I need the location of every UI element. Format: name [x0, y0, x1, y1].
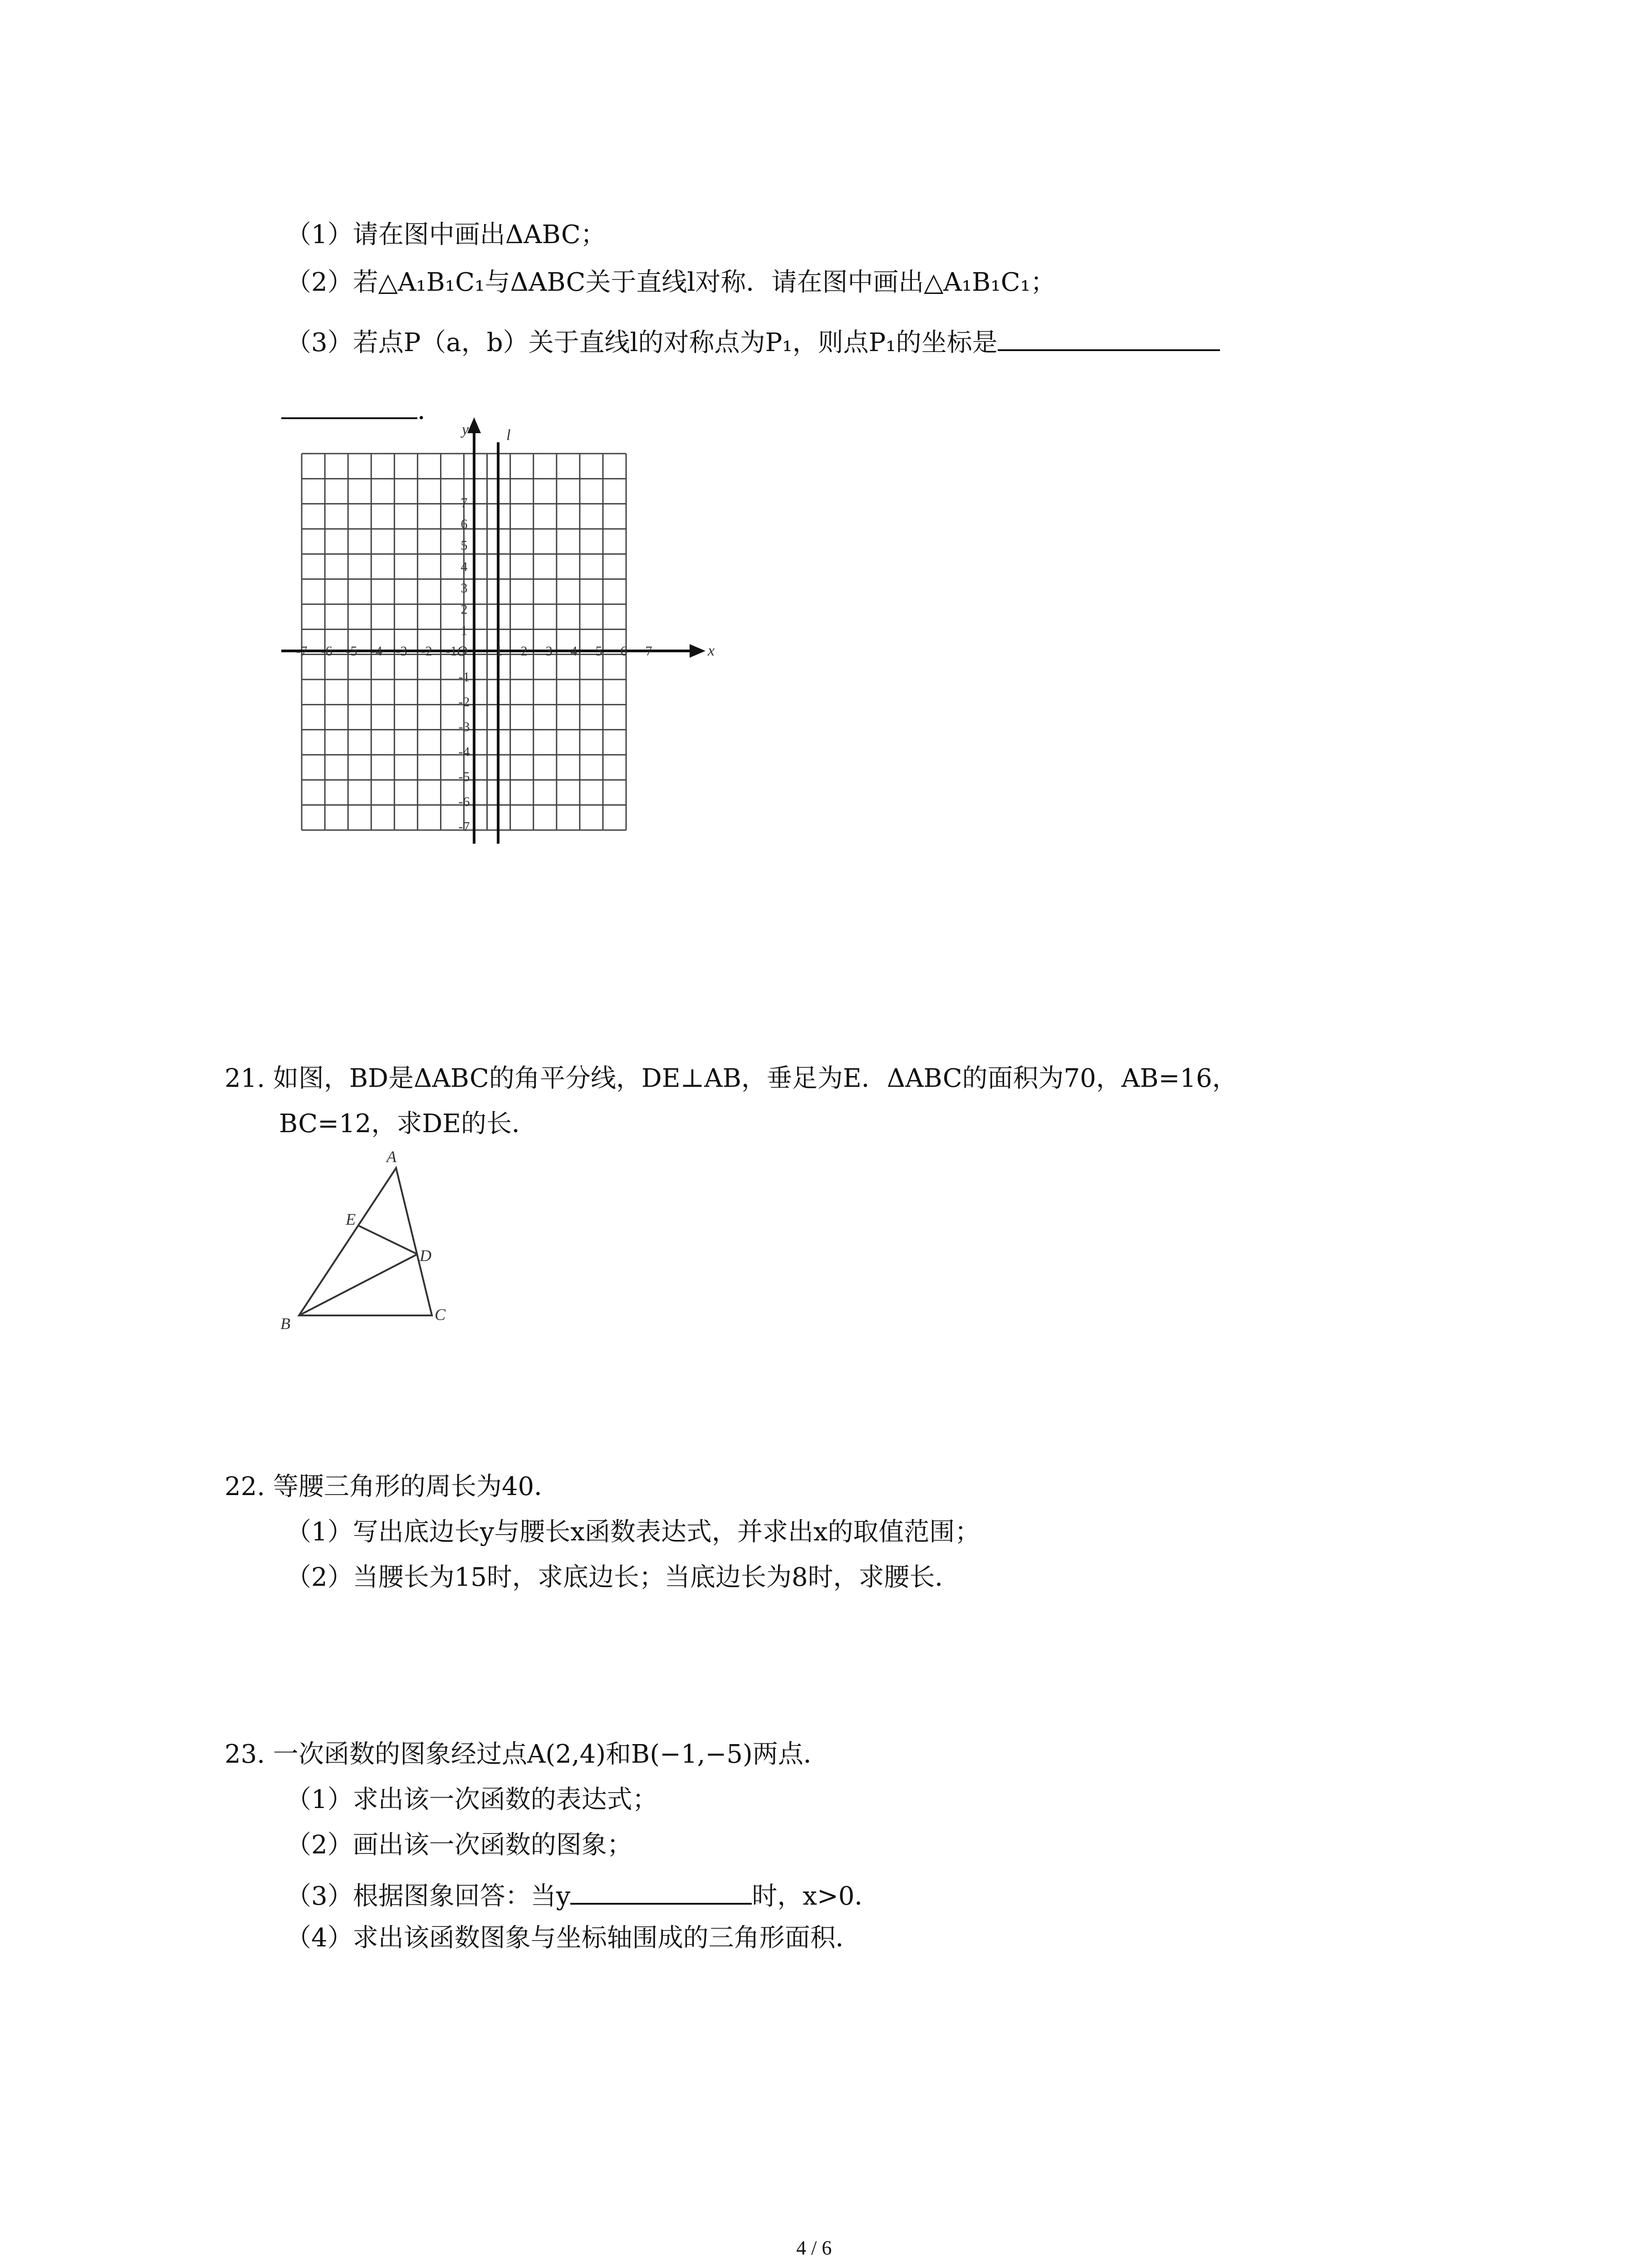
x-tick-label: 4 — [570, 644, 578, 659]
y-tick-label: 5 — [460, 538, 468, 553]
y-tick-label: 6 — [460, 517, 468, 532]
x-tick-label: -3 — [396, 644, 407, 659]
q22-line2: （1）写出底边长y与腰长x函数表达式，并求出x的取值范围； — [286, 1517, 980, 1547]
q21-line1: 21. 如图，BD是ΔABC的角平分线，DE⊥AB，垂足为E．ΔABC的面积为70，AB=16， — [225, 1064, 1238, 1093]
x-tick-label: 3 — [545, 644, 553, 659]
q23-line4 — [286, 1880, 880, 1909]
y-tick-label: 2 — [460, 602, 468, 617]
label-e: E — [346, 1210, 356, 1228]
q23-line4-start: （3）根据图象回答：当y — [286, 1882, 571, 1911]
y-tick-label: -5 — [458, 769, 470, 784]
x-tick-label: -1 — [446, 644, 457, 659]
q20-end-mark: ． — [417, 396, 443, 425]
label-b: B — [280, 1315, 290, 1333]
q20-part3-text: （3）若点P（a，b）关于直线l的对称点为P₁，则点P₁的坐标是 — [286, 328, 998, 357]
y-tick-label: 7 — [460, 495, 468, 510]
x-tick-label: -7 — [296, 644, 308, 659]
y-tick-label: 3 — [460, 581, 468, 596]
y-tick-label: 1 — [460, 623, 468, 638]
label-d: D — [420, 1246, 431, 1265]
q22-line3: （2）当腰长为15时，求底边长；当底边长为8时，求腰长． — [286, 1563, 960, 1592]
y-tick-label: -2 — [458, 694, 470, 709]
q23-line2: （1）求出该一次函数的表达式； — [286, 1785, 658, 1814]
x-tick-label: -4 — [371, 644, 382, 659]
triangle-figure — [268, 1143, 472, 1334]
x-tick-label: 6 — [620, 644, 627, 659]
y-axis-label: y — [462, 421, 469, 438]
q21-line2: BC=12，求DE的长． — [279, 1109, 537, 1139]
coordinate-grid — [254, 408, 735, 853]
q23-line5: （4）求出该函数图象与坐标轴围成的三角形面积． — [286, 1923, 861, 1953]
y-tick-label: -1 — [458, 670, 470, 684]
label-c: C — [435, 1305, 446, 1324]
label-a: A — [387, 1148, 397, 1166]
q22-line1: 22. 等腰三角形的周长为40． — [225, 1472, 560, 1501]
x-tick-label: 5 — [595, 644, 603, 659]
y-tick-label: -3 — [458, 719, 470, 734]
segment-bd — [299, 1254, 417, 1315]
y-tick-label: -7 — [458, 819, 470, 834]
x-tick-label: -5 — [346, 644, 358, 659]
q23-line1: 23. 一次函数的图象经过点A(2,4)和B(−1,−5)两点． — [225, 1740, 829, 1769]
triangle-abc — [299, 1168, 432, 1315]
y-tick-label: -4 — [458, 744, 470, 759]
q20-part1: （1）请在图中画出ΔABC； — [286, 220, 606, 249]
q23-line4-end: 时，x>0． — [752, 1882, 880, 1911]
x-tick-label: -6 — [321, 644, 333, 659]
q20-part3 — [286, 327, 1220, 356]
y-axis-arrow — [467, 417, 481, 433]
x-tick-label: -2 — [421, 644, 432, 659]
q20-part2: （2）若△A₁B₁C₁与ΔABC关于直线l对称．请在图中画出△A₁B₁C₁； — [286, 268, 1056, 297]
page-number: 4 / 6 — [796, 2237, 832, 2259]
x-tick-label: 2 — [520, 644, 528, 659]
origin-label: O — [457, 643, 468, 659]
x-axis-arrow — [690, 644, 705, 658]
x-axis-label: x — [708, 642, 715, 659]
x-tick-label: 1 — [495, 644, 503, 659]
y-tick-label: 4 — [460, 559, 468, 574]
answer-blank-y[interactable] — [570, 1880, 752, 1905]
q23-line3: （2）画出该一次函数的图象； — [286, 1830, 632, 1860]
segment-de — [358, 1226, 417, 1254]
line-l-label: l — [506, 427, 511, 444]
x-tick-label: 7 — [645, 644, 652, 659]
answer-blank[interactable] — [998, 327, 1220, 351]
y-tick-label: -6 — [458, 794, 470, 809]
